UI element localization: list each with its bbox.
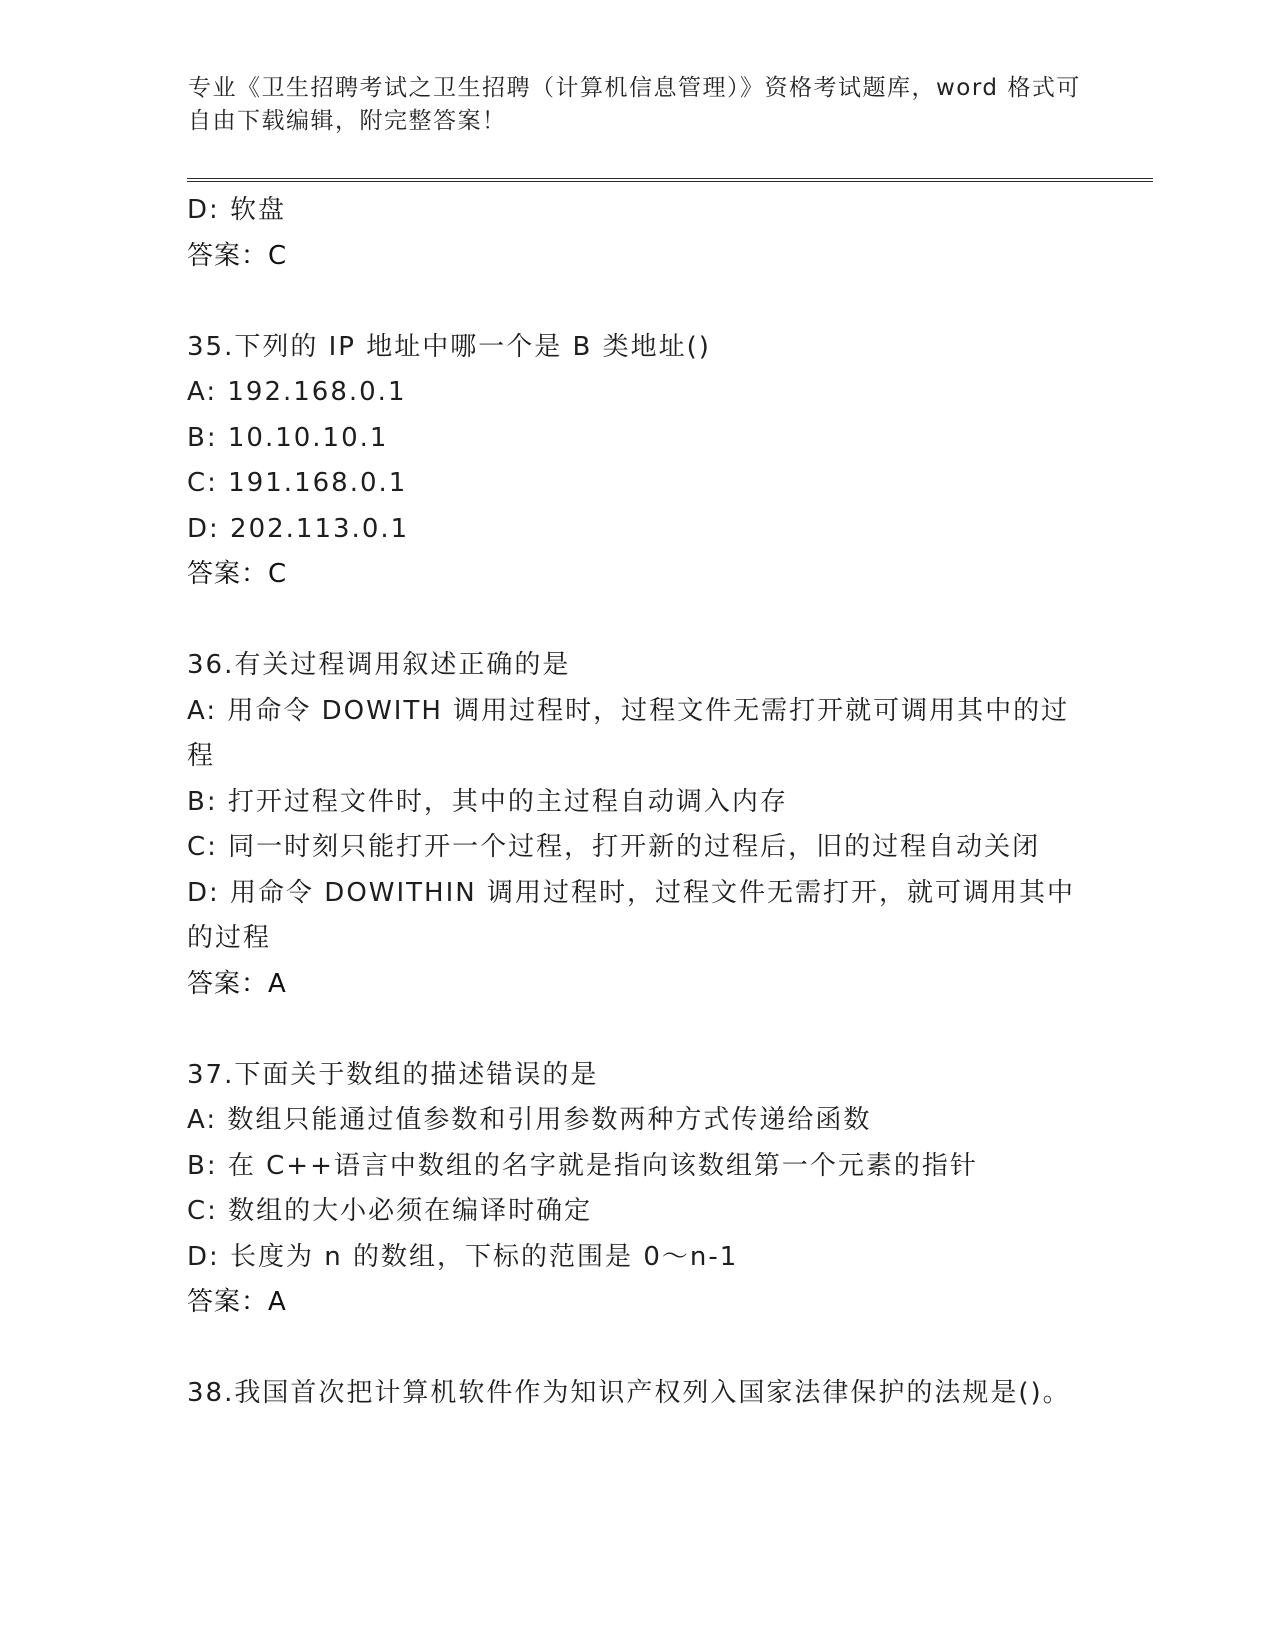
question-stem: 35.下列的 IP 地址中哪一个是 B 类地址() bbox=[187, 331, 711, 362]
carryover-section bbox=[187, 188, 1082, 279]
document-header bbox=[188, 72, 1088, 138]
option-c: C: 数组的大小必须在编译时确定 bbox=[187, 1196, 593, 1226]
question-stem: 36.有关过程调用叙述正确的是 bbox=[187, 650, 571, 680]
question-35 bbox=[187, 325, 1082, 598]
option-a: A: 用命令 DOWITH 调用过程时，过程文件无需打开就可调用其中的过程 bbox=[187, 695, 1070, 771]
question-stem: 38.我国首次把计算机软件作为知识产权列入国家法律保护的法规是()。 bbox=[187, 1378, 1071, 1408]
question-37 bbox=[187, 1053, 1082, 1326]
option-c: C: 191.168.0.1 bbox=[187, 468, 408, 498]
question-stem: 37.下面关于数组的描述错误的是 bbox=[187, 1059, 599, 1090]
answer-line: 答案：C bbox=[187, 240, 288, 271]
option-b: B: 打开过程文件时，其中的主过程自动调入内存 bbox=[187, 786, 788, 817]
question-38 bbox=[187, 1371, 1082, 1417]
option-d: D: 用命令 DOWITHIN 调用过程时，过程文件无需打开，就可调用其中的过程 bbox=[187, 877, 1075, 953]
option-d: D: 长度为 n 的数组，下标的范围是 0～n-1 bbox=[187, 1241, 739, 1272]
option-a: A: 数组只能通过值参数和引用参数两种方式传递给函数 bbox=[187, 1105, 872, 1135]
option-d: D: 202.113.0.1 bbox=[187, 513, 410, 544]
option-d: D: 软盘 bbox=[187, 195, 287, 225]
spacer bbox=[187, 1007, 1082, 1053]
option-c: C: 同一时刻只能打开一个过程，打开新的过程后，旧的过程自动关闭 bbox=[187, 832, 1041, 862]
answer-line: 答案：A bbox=[187, 1287, 287, 1317]
option-b: B: 在 C++语言中数组的名字就是指向该数组第一个元素的指针 bbox=[187, 1150, 978, 1181]
header-text: 专业《卫生招聘考试之卫生招聘（计算机信息管理）》资格考试题库，word 格式可自由下载编辑，附完整答案！ bbox=[188, 75, 1081, 134]
option-b: B: 10.10.10.1 bbox=[187, 422, 389, 453]
header-divider bbox=[187, 178, 1153, 182]
answer-line: 答案：A bbox=[187, 968, 287, 999]
option-a: A: 192.168.0.1 bbox=[187, 377, 407, 407]
document-body bbox=[187, 188, 1082, 1417]
spacer bbox=[187, 598, 1082, 644]
question-36 bbox=[187, 643, 1082, 1007]
answer-line: 答案：C bbox=[187, 559, 288, 589]
spacer bbox=[187, 279, 1082, 325]
spacer bbox=[187, 1326, 1082, 1372]
